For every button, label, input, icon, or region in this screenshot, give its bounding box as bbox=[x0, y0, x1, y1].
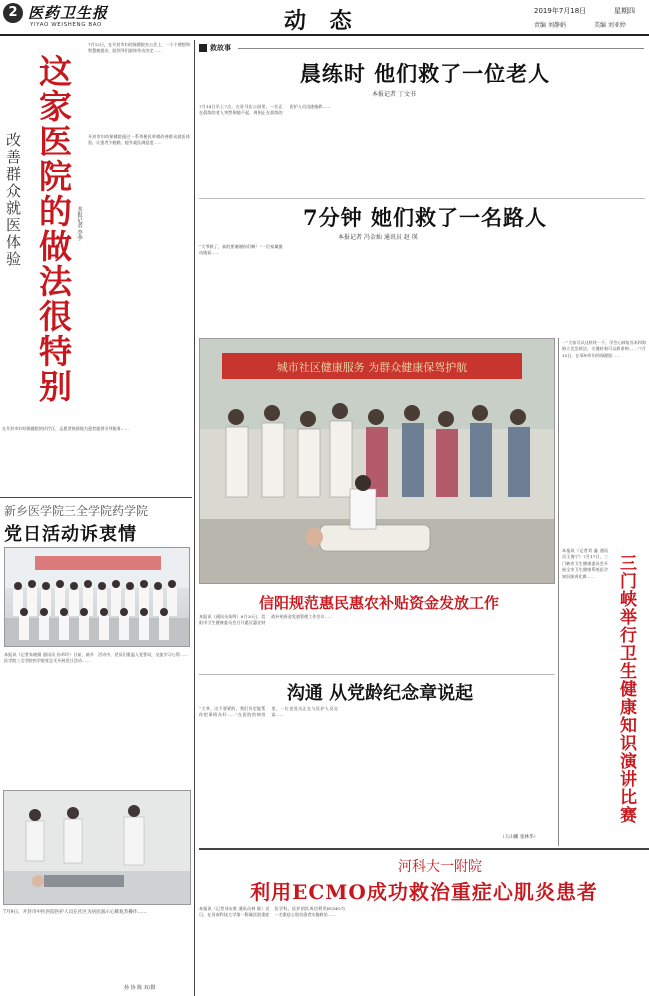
sanmenxia-headline: 三门峡举行卫生健康知识演讲比赛 bbox=[616, 554, 636, 824]
xinyang-body: 本报讯（通讯员朱鸣）8月20日，信阳市卫生健康委员会召开惠民惠农财政补贴资金发放管理工作会议…… bbox=[199, 614, 333, 626]
sanmenxia-body: 本报讯（记者刘 鑫 通讯员王海宁）7月17日，三门峡市卫生健康委员会开展全市卫生健康系统医学知识演讲比赛…… bbox=[562, 548, 608, 579]
seven-min-body: “大爷救了，真的要谢谢你们啊！”一位家属激动地说…… bbox=[199, 244, 283, 256]
party-photo-scene bbox=[5, 548, 190, 647]
seven-min-headline: 7分钟 她们救了一名路人 bbox=[303, 205, 547, 230]
xinyang-headline: 信阳规范惠民惠农补贴资金发放工作 bbox=[258, 594, 499, 612]
rescue-tag-rule bbox=[238, 48, 644, 49]
ecmo-kicker: 河科大一附院 bbox=[398, 859, 482, 875]
paper-pinyin: YIYAO WEISHENG BAO bbox=[30, 22, 102, 28]
community-photo-scene bbox=[200, 339, 555, 584]
left-body-bottom: 在开封市妇幼保健院的诊疗区，志愿者热情地为患者提供引导服务…… bbox=[2, 426, 129, 431]
page-number: 2 bbox=[8, 5, 18, 20]
sanmenxia-quote: 一“大家可以这样快一下，学会心肺复苏术和海姆立克急救法，关键时刻可以救命呐……”7月15日，在郑州市妇幼保健院…… bbox=[562, 340, 646, 358]
paper-name: 医药卫生报 bbox=[28, 4, 109, 22]
cpr-photo-scene bbox=[4, 791, 191, 905]
left-body-top: 7月12日，在开封市妇幼保健院办公会上，一个个理想和智慧被提出，院领导们最终作出决定…… bbox=[88, 42, 190, 54]
rescue-body: 7月14日早上7点，在驻马店公园里，一位正在晨练的老人突然倒地不起，周围正在晨练的医护人员迅速施救…… bbox=[199, 104, 331, 116]
cpr-photo-caption: 7月9日，开封市中医医院医护人员在社区为居民演示心肺复苏操作…… bbox=[3, 910, 147, 915]
masthead-rule bbox=[0, 34, 649, 36]
left-article bbox=[0, 40, 192, 495]
ecmo-top-rule bbox=[199, 848, 649, 850]
left-headline: 这家医院的做法很特别 bbox=[34, 54, 73, 404]
goutong-body: “大爷，这不要紧的，我们肯定能帮你把事情办好……”在医院的病房里，一位老党员正在与医护人员交谈…… bbox=[199, 706, 338, 718]
issue-weekday: 星期四 bbox=[614, 7, 635, 15]
seven-min-top-rule bbox=[199, 198, 645, 199]
goutong-top-rule bbox=[199, 674, 555, 675]
community-cpr-photo bbox=[199, 338, 555, 584]
party-kicker: 新乡医学院三全学院药学院 bbox=[4, 504, 149, 518]
cpr-photo-credit: 孙 协 陈 双/摄 bbox=[124, 985, 156, 991]
left-column-divider bbox=[194, 40, 195, 996]
rescue-tag bbox=[199, 42, 231, 54]
issue-date: 2019年7月18日 bbox=[534, 7, 587, 15]
right-column-divider bbox=[558, 338, 559, 846]
goutong-signature: （王山鹏 张林华） bbox=[500, 835, 539, 840]
party-article bbox=[0, 497, 192, 787]
rescue-tag-icon bbox=[199, 44, 207, 52]
party-body: 本报讯（记者朱晓娟 通讯员 孙翠玲）日前，新乡医学院三全学院药学院党总支开展党日活动…… bbox=[4, 652, 94, 664]
section-title: 动 态 bbox=[284, 8, 360, 34]
ecmo-headline: 利用ECMO成功救治重症心肌炎患者 bbox=[250, 880, 598, 904]
banner-text: 城市社区健康服务 为群众健康保驾护航 bbox=[276, 361, 468, 374]
party-body-2: 活动中，党员们重温入党誓词，交流学习心得…… bbox=[98, 652, 189, 657]
editor-credit: 责编 刘静娟 bbox=[534, 22, 566, 29]
masthead bbox=[0, 0, 649, 36]
rescue-tag-label: 救故事 bbox=[210, 43, 231, 52]
left-subhead: 改善群众就医体验 bbox=[4, 132, 22, 268]
goutong-headline: 沟通 从党龄纪念章说起 bbox=[286, 683, 474, 704]
cpr-photo bbox=[3, 790, 191, 905]
party-headline: 党日活动诉衷情 bbox=[4, 524, 137, 545]
left-body-main: 开封市妇幼保健院通过一系列便民举措改善群众就医体验，让患者少跑路，提升就医满意度…… bbox=[88, 134, 190, 146]
page-number-badge bbox=[3, 3, 23, 23]
ecmo-body: 本报讯（记者刘永胜 通讯员林 霖）近日，在河南科技大学第一附属医院重症医学科，医护团队成功利用ECMO为一名重症心肌炎患者实施救治…… bbox=[199, 906, 345, 918]
party-group-photo bbox=[4, 547, 190, 647]
left-byline: 本报记者 李季 bbox=[76, 206, 82, 241]
party-top-rule bbox=[0, 497, 192, 498]
rescue-headline: 晨练时 他们救了一位老人 bbox=[299, 61, 551, 86]
designer-credit: 美编 刘亚婷 bbox=[594, 22, 626, 29]
rescue-byline: 本报记者 丁文书 bbox=[372, 91, 416, 98]
seven-min-byline: 本报记者 冯金灿 通讯员 赵 瑛 bbox=[338, 234, 418, 241]
